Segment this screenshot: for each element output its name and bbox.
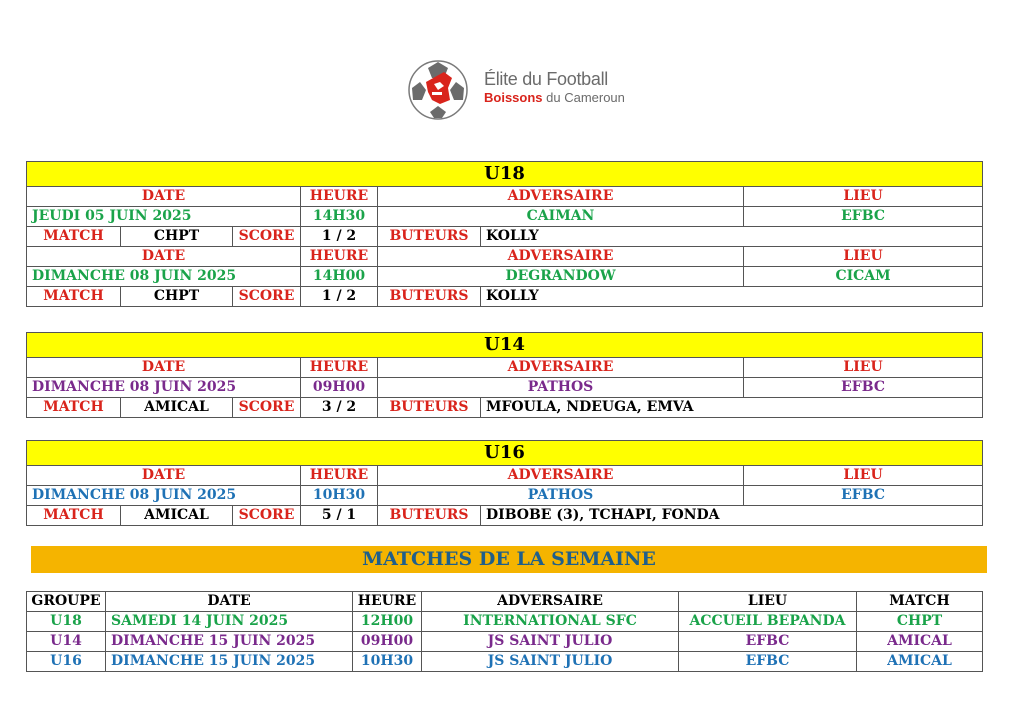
match-label: MATCH [27, 287, 121, 307]
logo-subtitle-brand: Boissons [484, 90, 543, 105]
club-logo [404, 54, 634, 126]
buteurs-label: BUTEURS [378, 227, 481, 247]
buteurs-label: BUTEURS [378, 398, 481, 418]
u16-table [26, 440, 983, 526]
week-matches-title: MATCHES DE LA SEMAINE [31, 546, 987, 573]
game-lieu: EFBC [744, 207, 983, 227]
date-cell: SAMEDI 14 JUIN 2025 [106, 612, 353, 632]
logo-subtitle-rest: du Cameroun [542, 90, 625, 105]
u18-table [26, 161, 983, 307]
adversaire-header: ADVERSAIRE [378, 187, 744, 207]
heure-header: HEURE [301, 247, 378, 267]
date-header: DATE [27, 247, 301, 267]
lieu-header: LIEU [744, 187, 983, 207]
match-label: MATCH [27, 227, 121, 247]
groupe-cell: U18 [27, 612, 106, 632]
groupe-header: GROUPE [27, 592, 106, 612]
heure-cell: 09H00 [353, 632, 422, 652]
logo-title: Élite du Football [484, 69, 608, 89]
logo-subtitle [484, 91, 625, 104]
game-adversaire: DEGRANDOW [378, 267, 744, 287]
match-type: AMICAL [121, 398, 233, 418]
buteurs-value: DIBOBE (3), TCHAPI, FONDA [481, 506, 983, 526]
game-lieu: EFBC [744, 378, 983, 398]
game-heure: 10H30 [301, 486, 378, 506]
lieu-header: LIEU [744, 466, 983, 486]
heure-header: HEURE [353, 592, 422, 612]
match-header: MATCH [857, 592, 983, 612]
football-lion-icon [404, 54, 472, 126]
game-adversaire: CAIMAN [378, 207, 744, 227]
match-cell: CHPT [857, 612, 983, 632]
heure-header: HEURE [301, 187, 378, 207]
score-value: 3 / 2 [301, 398, 378, 418]
date-header: DATE [27, 187, 301, 207]
buteurs-value: KOLLY [481, 287, 983, 307]
game-date: DIMANCHE 08 JUIN 2025 [27, 486, 301, 506]
game-date: JEUDI 05 JUIN 2025 [27, 207, 301, 227]
game-date: DIMANCHE 08 JUIN 2025 [27, 267, 301, 287]
table-row [27, 632, 983, 652]
u14-title: U14 [27, 333, 983, 358]
heure-cell: 12H00 [353, 612, 422, 632]
lieu-cell: EFBC [679, 632, 857, 652]
adversaire-header: ADVERSAIRE [422, 592, 679, 612]
score-label: SCORE [233, 227, 301, 247]
match-label: MATCH [27, 506, 121, 526]
match-type: CHPT [121, 287, 233, 307]
lieu-cell: EFBC [679, 652, 857, 672]
buteurs-value: MFOULA, NDEUGA, EMVA [481, 398, 983, 418]
game-heure: 14H30 [301, 207, 378, 227]
groupe-cell: U14 [27, 632, 106, 652]
adversaire-cell: JS SAINT JULIO [422, 632, 679, 652]
table-row [27, 612, 983, 632]
heure-header: HEURE [301, 358, 378, 378]
adversaire-header: ADVERSAIRE [378, 466, 744, 486]
score-label: SCORE [233, 398, 301, 418]
game-heure: 14H00 [301, 267, 378, 287]
game-adversaire: PATHOS [378, 378, 744, 398]
buteurs-label: BUTEURS [378, 287, 481, 307]
date-header: DATE [27, 466, 301, 486]
u16-title: U16 [27, 441, 983, 466]
game-heure: 09H00 [301, 378, 378, 398]
u18-title: U18 [27, 162, 983, 187]
lieu-header: LIEU [744, 247, 983, 267]
game-lieu: CICAM [744, 267, 983, 287]
date-cell: DIMANCHE 15 JUIN 2025 [106, 652, 353, 672]
heure-header: HEURE [301, 466, 378, 486]
week-matches-table [26, 591, 983, 672]
date-header: DATE [106, 592, 353, 612]
adversaire-cell: INTERNATIONAL SFC [422, 612, 679, 632]
match-cell: AMICAL [857, 632, 983, 652]
buteurs-value: KOLLY [481, 227, 983, 247]
score-label: SCORE [233, 287, 301, 307]
score-value: 5 / 1 [301, 506, 378, 526]
game-adversaire: PATHOS [378, 486, 744, 506]
game-date: DIMANCHE 08 JUIN 2025 [27, 378, 301, 398]
score-value: 1 / 2 [301, 287, 378, 307]
score-label: SCORE [233, 506, 301, 526]
adversaire-header: ADVERSAIRE [378, 358, 744, 378]
game-lieu: EFBC [744, 486, 983, 506]
match-label: MATCH [27, 398, 121, 418]
match-cell: AMICAL [857, 652, 983, 672]
lieu-header: LIEU [744, 358, 983, 378]
adversaire-header: ADVERSAIRE [378, 247, 744, 267]
heure-cell: 10H30 [353, 652, 422, 672]
date-header: DATE [27, 358, 301, 378]
adversaire-cell: JS SAINT JULIO [422, 652, 679, 672]
table-row [27, 652, 983, 672]
match-type: CHPT [121, 227, 233, 247]
lieu-cell: ACCUEIL BEPANDA [679, 612, 857, 632]
lieu-header: LIEU [679, 592, 857, 612]
groupe-cell: U16 [27, 652, 106, 672]
u14-table [26, 332, 983, 418]
match-type: AMICAL [121, 506, 233, 526]
buteurs-label: BUTEURS [378, 506, 481, 526]
date-cell: DIMANCHE 15 JUIN 2025 [106, 632, 353, 652]
score-value: 1 / 2 [301, 227, 378, 247]
